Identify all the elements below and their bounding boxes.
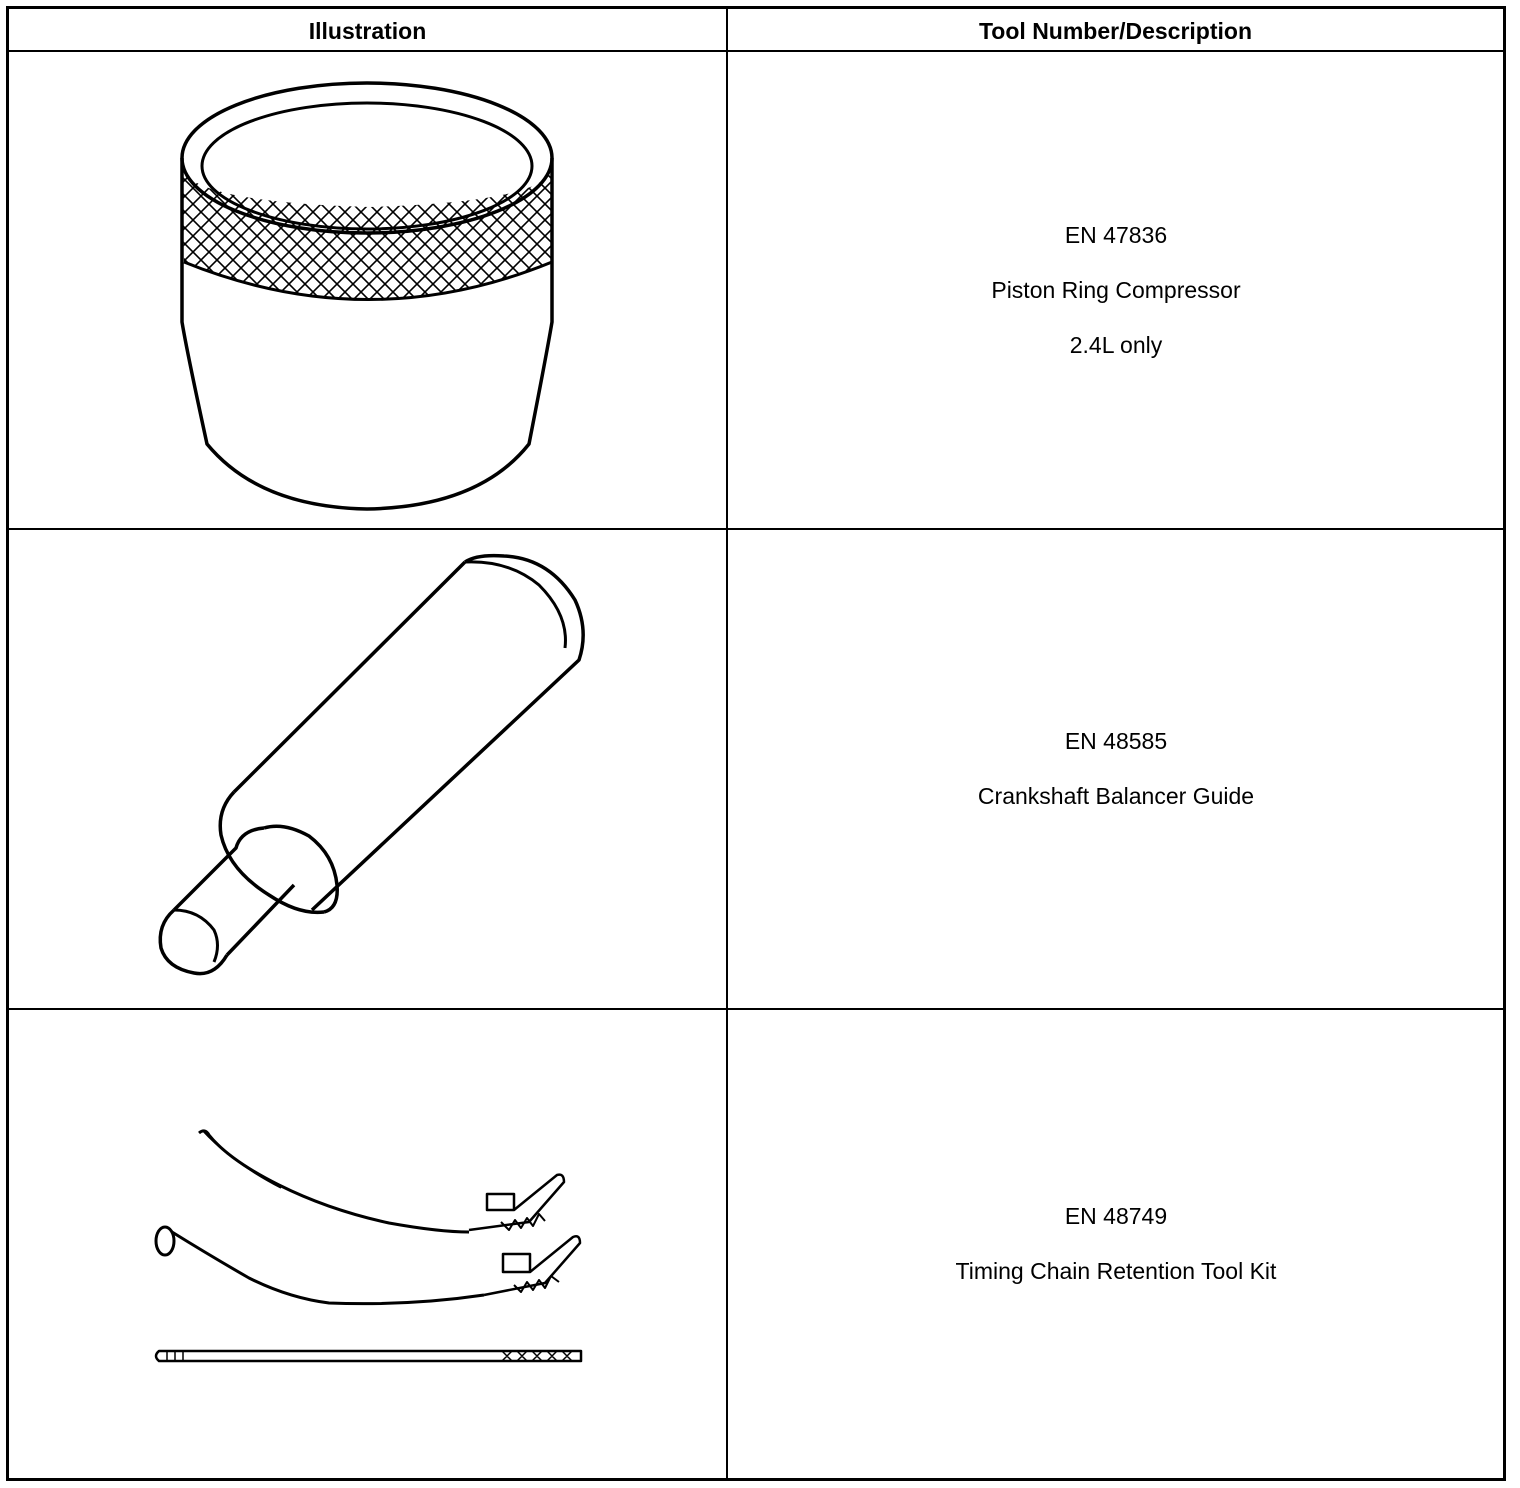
illustration-cell (9, 1010, 727, 1478)
tool-note: 2.4L only (1069, 331, 1163, 358)
tool-table (6, 6, 1506, 1481)
tool-description-cell (729, 52, 1503, 528)
tool-description-cell (729, 530, 1503, 1008)
header-illustration: Illustration (308, 17, 427, 44)
timing-chain-retention-tool-kit-icon (9, 1010, 727, 1478)
illustration-cell (9, 52, 727, 528)
tool-name: Timing Chain Retention Tool Kit (955, 1258, 1277, 1284)
tool-name: Piston Ring Compressor (991, 276, 1241, 303)
illustration-cell (9, 530, 727, 1008)
crankshaft-balancer-guide-icon (9, 530, 727, 1008)
tool-description-cell (729, 1010, 1503, 1478)
tool-number: EN 47836 (1064, 221, 1168, 248)
tool-number: EN 48585 (1064, 728, 1168, 754)
header-tool-description: Tool Number/Description (978, 17, 1253, 44)
tool-number: EN 48749 (1064, 1203, 1168, 1229)
tool-name: Crankshaft Balancer Guide (977, 783, 1255, 809)
piston-ring-compressor-icon (9, 52, 727, 528)
